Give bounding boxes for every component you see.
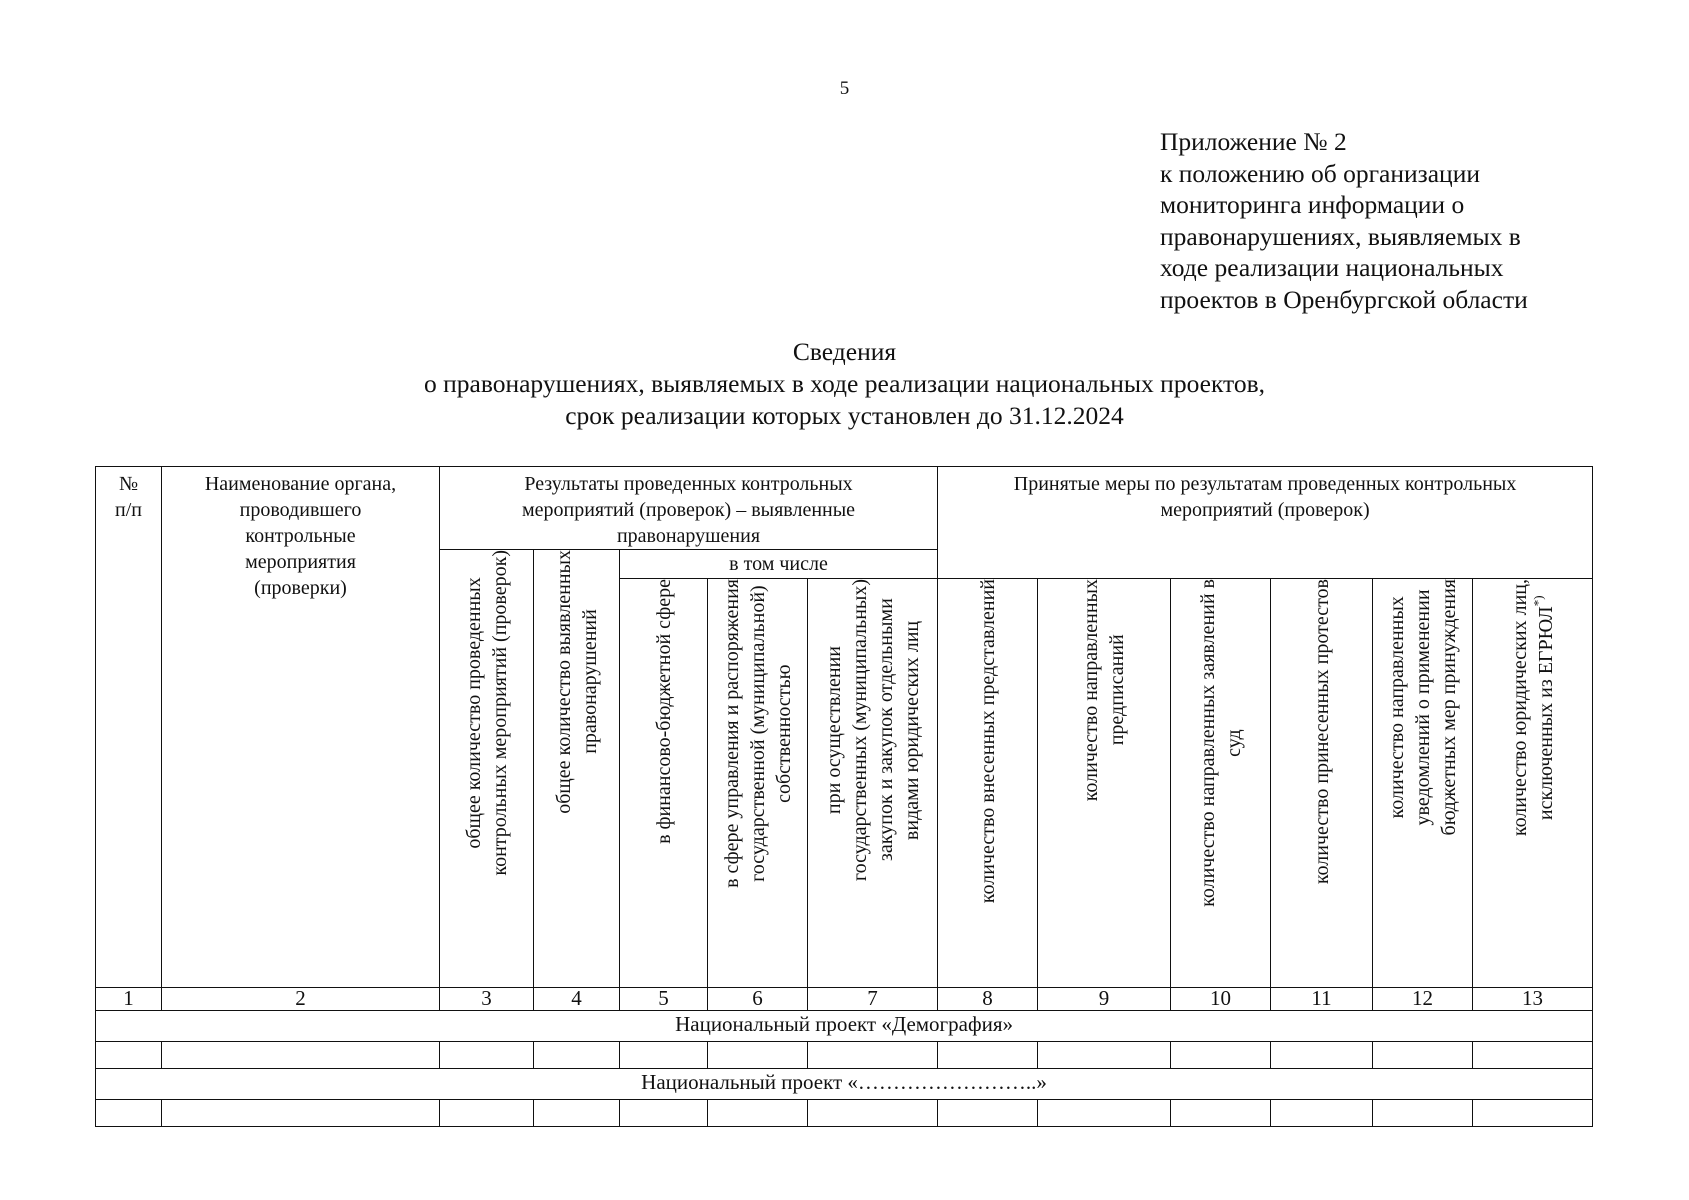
appendix-line: проектов в Оренбургской области xyxy=(1160,284,1528,314)
header-text: собственностью xyxy=(772,664,795,803)
header-text: видами юридических лиц xyxy=(900,620,923,840)
title-line-3: срок реализации которых установлен до 31.12.2024 xyxy=(565,401,1124,430)
table-cell[interactable] xyxy=(1171,1042,1271,1069)
table-cell[interactable] xyxy=(96,1042,162,1069)
column-number: 13 xyxy=(1473,988,1593,1011)
table-cell[interactable] xyxy=(708,1100,808,1127)
table-cell[interactable] xyxy=(1271,1100,1373,1127)
table-cell[interactable] xyxy=(620,1100,708,1127)
header-text: количество направленных заявлений в xyxy=(1196,579,1219,907)
table-cell[interactable] xyxy=(162,1100,440,1127)
header-financial-sphere xyxy=(620,579,708,988)
header-total-inspections xyxy=(440,550,534,988)
column-number: 9 xyxy=(1038,988,1171,1011)
header-text: Принятые меры по результатам проведенных контрольных xyxy=(1013,473,1517,495)
table-cell[interactable] xyxy=(1038,1100,1171,1127)
column-number: 8 xyxy=(938,988,1038,1011)
header-organ-name xyxy=(162,467,440,988)
header-text: суд xyxy=(1222,729,1245,757)
column-number: 11 xyxy=(1271,988,1373,1011)
table-cell[interactable] xyxy=(1038,1042,1171,1069)
header-excluded-entities xyxy=(1473,579,1593,988)
header-text: государственной (муниципальной) xyxy=(746,585,769,882)
header-total-violations xyxy=(534,550,620,988)
table-cell[interactable] xyxy=(1271,1042,1373,1069)
header-text: (проверки) xyxy=(254,577,347,599)
header-text: количество принесенных протестов xyxy=(1310,579,1333,885)
page-number: 5 xyxy=(839,78,850,99)
header-text: правонарушений xyxy=(578,609,601,755)
column-number: 3 xyxy=(440,988,534,1011)
header-text: количество направленных xyxy=(1385,596,1408,819)
column-number: 12 xyxy=(1373,988,1473,1011)
header-court-claims xyxy=(1171,579,1271,988)
header-text: количество юридических лиц, xyxy=(1508,579,1531,837)
column-number: 10 xyxy=(1171,988,1271,1011)
header-text: п/п xyxy=(115,499,142,521)
appendix-line: Приложение № 2 xyxy=(1160,127,1347,156)
table-row xyxy=(96,1100,1593,1127)
table-cell[interactable] xyxy=(938,1042,1038,1069)
section-row xyxy=(96,1011,1593,1042)
header-text: Наименование органа, xyxy=(204,473,397,495)
header-text: общее количество выявленных xyxy=(552,550,575,814)
header-including: в том числе xyxy=(620,550,938,579)
header-text: мероприятий (проверок) xyxy=(1160,499,1370,521)
column-number: 2 xyxy=(162,988,440,1011)
column-number: 6 xyxy=(708,988,808,1011)
header-text: предписаний xyxy=(1106,634,1129,746)
header-text: количество направленных xyxy=(1080,579,1103,802)
table-cell[interactable] xyxy=(1171,1100,1271,1127)
table-cell[interactable] xyxy=(96,1100,162,1127)
appendix-line: мониторинга информации о xyxy=(1160,190,1465,219)
header-text: бюджетных мер принуждения xyxy=(1437,579,1460,836)
header-text: исключенных из ЕГРЮЛ xyxy=(1534,606,1557,820)
header-text: контрольных мероприятий (проверок) xyxy=(488,550,511,876)
section-title: Национальный проект «……………………..» xyxy=(96,1069,1593,1100)
table-cell[interactable] xyxy=(1373,1100,1473,1127)
title-line-1: Сведения xyxy=(792,337,897,366)
column-number: 5 xyxy=(620,988,708,1011)
table-cell[interactable] xyxy=(534,1042,620,1069)
table-cell[interactable] xyxy=(1373,1042,1473,1069)
appendix-note xyxy=(1160,126,1600,315)
table-cell[interactable] xyxy=(620,1042,708,1069)
header-text: мероприятия xyxy=(245,551,356,573)
header-procurement xyxy=(808,579,938,988)
header-text: Результаты проведенных контрольных xyxy=(524,473,853,495)
table-cell[interactable] xyxy=(440,1042,534,1069)
header-text: в сфере управления и распоряжения xyxy=(720,579,743,888)
section-title: Национальный проект «Демография» xyxy=(96,1011,1593,1042)
table-row xyxy=(96,1042,1593,1069)
header-text: проводившего xyxy=(239,499,362,521)
title-line-2: о правонарушениях, выявляемых в ходе реализации национальных проектов, xyxy=(424,369,1265,398)
document-title xyxy=(0,336,1689,432)
header-number xyxy=(96,467,162,988)
header-text: правонарушения xyxy=(616,525,761,547)
header-text: мероприятий (проверок) – выявленные xyxy=(521,499,856,521)
footnote-mark: *) xyxy=(1529,595,1545,607)
report-table xyxy=(95,466,1593,1127)
table-cell[interactable] xyxy=(1473,1100,1593,1127)
table-cell[interactable] xyxy=(534,1100,620,1127)
header-text: уведомлений о применении xyxy=(1411,589,1434,826)
header-text: государственных (муниципальных) xyxy=(848,579,871,882)
header-text: количество внесенных представлений xyxy=(976,579,999,904)
appendix-line: к положению об организации xyxy=(1160,158,1480,188)
header-text: № xyxy=(118,473,139,495)
table-cell[interactable] xyxy=(162,1042,440,1069)
header-text: в финансово-бюджетной сфере xyxy=(652,579,675,844)
header-results-group xyxy=(440,467,938,550)
header-representations xyxy=(938,579,1038,988)
header-protests xyxy=(1271,579,1373,988)
appendix-line: правонарушениях, выявляемых в xyxy=(1160,221,1521,251)
table-cell[interactable] xyxy=(1473,1042,1593,1069)
section-row xyxy=(96,1069,1593,1100)
header-orders xyxy=(1038,579,1171,988)
column-number: 1 xyxy=(96,988,162,1011)
header-budget-notices xyxy=(1373,579,1473,988)
header-text: при осуществлении xyxy=(822,646,845,815)
header-measures-group xyxy=(938,467,1593,579)
header-text: контрольные xyxy=(245,525,356,547)
table-cell[interactable] xyxy=(708,1042,808,1069)
appendix-line: ходе реализации национальных xyxy=(1160,253,1504,282)
header-text xyxy=(1529,579,1559,836)
table-cell[interactable] xyxy=(440,1100,534,1127)
column-number: 4 xyxy=(534,988,620,1011)
table-cell[interactable] xyxy=(938,1100,1038,1127)
table-cell[interactable] xyxy=(808,1042,938,1069)
header-text: общее количество проведенных xyxy=(462,577,485,849)
header-property-management xyxy=(708,579,808,988)
column-number-row xyxy=(96,988,1593,1011)
header-text: закупок и закупок отдельными xyxy=(874,598,897,862)
column-number: 7 xyxy=(808,988,938,1011)
table-cell[interactable] xyxy=(808,1100,938,1127)
